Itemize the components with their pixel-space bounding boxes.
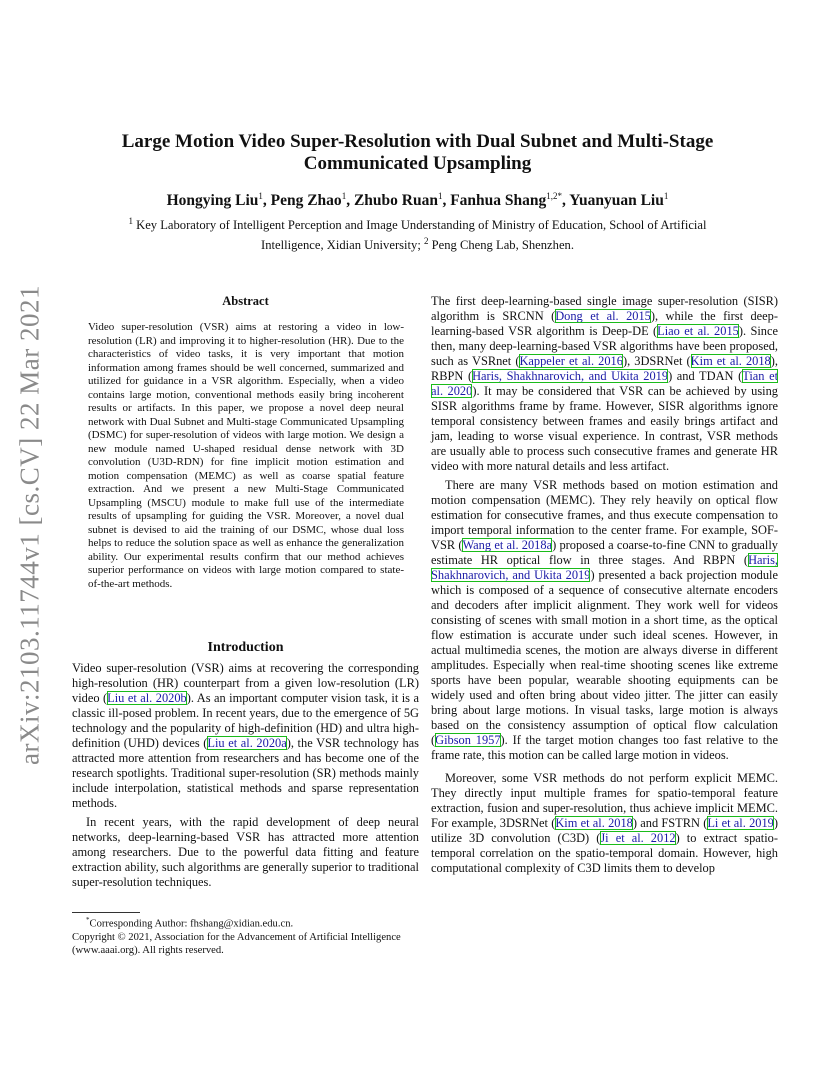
author-affil-mark: 1: [341, 191, 347, 201]
author-affil-mark: 1: [663, 191, 669, 201]
affil-text: Peng Cheng Lab, Shenzhen.: [428, 238, 574, 253]
citation-link[interactable]: Haris, Shakhnarovich, and Ukita 2019: [431, 553, 778, 582]
citation-link[interactable]: Haris, Shakhnarovich, and Ukita 2019: [472, 369, 669, 383]
author-affil-mark: 1: [437, 191, 443, 201]
affil-mark: 1: [128, 216, 133, 226]
author-list: Hongying Liu$^1$, Peng Zhao$^1$, Zhubo Ruan$^1$, Fanhua Shang$^{1,2*}$, Yuanyuan Liu$^1$: [166, 191, 669, 210]
text-run: ) presented a back projection module which is composed of a sequence of consecutive alternate encoders and decoders after implicit alignment. They work well for videos consisting of scenes with small motion in a short time, as the optical flow estimation is accurate under such ideal scenes. However, in actual multimedia scenes, the motion are always diverse in different amplitudes. Especially when real-time shooting scenes like extreme sports have been popular, wearable shooting equipments can be widely used and often bring about video jitter. The jitter can easily bring about large motions. In visual tasks, large motion is always based on the consistency assumption of optical flow calculation (: [431, 568, 778, 747]
citation-link[interactable]: Gibson 1957: [435, 733, 501, 747]
introduction-body: [72, 661, 419, 890]
text-run: ), 3DSRNet (: [622, 354, 691, 368]
text-run: There are many VSR methods based on motion estimation and motion compensation (MEMC). They rely heavily on optical flow estimation for consecutive frames, and thus execute compensation to import temporal information to the center frame. For example, SOF-VSR (: [431, 478, 778, 552]
text-run: Video super-resolution (VSR) aims at recovering the corresponding high-resolution (HR) counterpart from a given low-resolution (LR) video (: [72, 661, 419, 705]
text-run: ) proposed a coarse-to-fine CNN to gradually estimate HR optical flow in three stages. And RBPN (: [431, 538, 778, 567]
paper-title: Large Motion Video Super-Resolution with Dual Subnet and Multi-Stage Communicated Upsampling: [121, 131, 714, 174]
text-run: ) to extract spatio-temporal correlation on the spatio-temporal domain. However, high computational complexity of C3D limits them to develop: [431, 831, 778, 875]
author-name: Hongying Liu: [166, 192, 259, 210]
paragraph: [72, 661, 419, 811]
affiliations: [100, 213, 735, 253]
citation-link[interactable]: Kim et al. 2018: [555, 816, 633, 830]
text-run: Moreover, some VSR methods do not perform explicit MEMC. They directly input multiple frames for spatio-temporal feature extraction, fusion and super-resolution, thus achieve implicit MEMC. For example, 3DSRNet (: [431, 771, 778, 830]
author-affil-mark: 1,2*: [546, 191, 563, 201]
paragraph: [431, 294, 778, 474]
text-run: ). It may be considered that VSR can be achieved by using SISR algorithms frame by frame. However, SISR algorithms ignore temporal consistency between frames and easily brings artifact and jam, leading to worse visual experience. In contrast, VSR methods are usually able to process such consecutive frames and generate HR video with more natural details and less artifact.: [431, 384, 778, 473]
citation-link[interactable]: Wang et al. 2018a: [462, 538, 553, 552]
citation-link[interactable]: Liu et al. 2020a: [207, 736, 287, 750]
text-run: ). Since then, many deep-learning-based VSR algorithms have been proposed, such as VSRnet (: [431, 324, 778, 368]
footnote-rule: [72, 912, 140, 913]
right-column: [431, 294, 778, 876]
affil-mark: 2: [423, 236, 429, 247]
introduction-heading: Introduction: [207, 640, 284, 655]
author-name: Peng Zhao: [270, 192, 342, 210]
abstract-heading: Abstract: [222, 294, 269, 308]
abstract-text: Video super-resolution (VSR) aims at restoring a video in low-resolution (LR) and improving it to higher-resolution (HR). Due to the characteristics of video tasks, it is very important that motion information among frames should be well concerned, summarized and utilized for guidance in a VSR algorithm. Especially, when a video contains large motion, conventional methods easily bring incoherent results or artifacts. In this paper, we propose a novel deep neural network with Dual Subnet and Multi-stage Communicated Upsampling (DSMC) for super-resolution of videos with large motion. We design a new module named U-shaped residual dense network with 3D convolution (U3D-RDN) for fine implicit motion estimation and motion compensation (MEMC) as well as coarse spatial feature extraction. And we present a new Multi-Stage Communicated Upsampling (MSCU) module to make full use of the intermediate results of upsampling for guiding the VSR. Moreover, a novel dual subnet is devised to aid the training of our DSMC, whose dual loss helps to reduce the solution space as well as enhance the generalization ability. Our experimental results confirm that our method achieves superior performance on videos with large motion compared to state-of-the-art methods.: [88, 321, 404, 590]
corresponding-note: [72, 914, 419, 931]
arxiv-stamp: arXiv:2103.11744v1 [cs.CV] 22 Mar 2021: [14, 285, 45, 765]
citation-link[interactable]: Liu et al. 2020b: [107, 691, 187, 705]
author-affil-mark: 1: [258, 191, 263, 201]
citation-link[interactable]: Li et al. 2019: [707, 816, 774, 830]
paragraph: [431, 771, 778, 876]
footnote-text: Corresponding Author: fhshang@xidian.edu.cn.: [89, 918, 294, 930]
copyright-note: Copyright © 2021, Association for the Advancement of Artificial Intelligence (www.aaai.org). All rights reserved.: [72, 931, 401, 956]
text-run: ), while the first deep-learning-based VSR algorithm is Deep-DE (: [431, 309, 778, 338]
text-run: The first deep-learning-based single image super-resolution (SISR) algorithm is SRCNN (: [431, 294, 778, 323]
citation-link[interactable]: Ji et al. 2012: [600, 831, 676, 845]
author-name: Fanhua Shang: [450, 192, 547, 210]
citation-link[interactable]: Tian et al. 2020: [431, 369, 779, 398]
citation-link[interactable]: Dong et al. 2015: [555, 309, 651, 323]
text-run: ). As an important computer vision task, it is a classic ill-posed problem. In recent years, due to the emergence of 5G technology and the popularity of high-definition (HD) and ultra high-definition (UHD) devices (: [72, 691, 419, 750]
text-run: ) and TDAN (: [668, 369, 743, 383]
text-run: ) utilize 3D convolution (C3D) (: [431, 816, 779, 845]
citation-link[interactable]: Kim et al. 2018: [690, 354, 771, 368]
citation-link[interactable]: Liao et al. 2015: [657, 324, 739, 338]
text-run: ) and FSTRN (: [632, 816, 708, 830]
citation-link[interactable]: Kappeler et al. 2016: [519, 354, 623, 368]
paragraph: In recent years, with the rapid development of deep neural networks, deep-learning-based VSR has attracted more attention among researchers. Due to the powerful data fitting and feature extraction ability, such algorithms are generally superior to traditional super-resolution techniques.: [72, 815, 419, 889]
affil-text: Key Laboratory of Intelligent Perception and Image Understanding of Ministry of Education, School of Artificial Intelligence, Xidian University;: [132, 218, 707, 253]
text-run: ), the VSR technology has attracted more attention from researchers and has become one of the research spotlights. Traditional super-resolution (SR) methods mainly include interpolation, statistical methods and sparse representation methods.: [72, 736, 419, 810]
author-name: Zhubo Ruan: [353, 192, 438, 210]
footnote-mark: *: [86, 916, 90, 924]
text-run: ), RBPN (: [431, 354, 778, 383]
author-name: Yuanyuan Liu: [569, 192, 664, 210]
footnote: [72, 914, 419, 957]
paragraph: [431, 478, 778, 763]
text-run: ). If the target motion changes too fast relative to the frame rate, this motion can be called large motion in videos.: [431, 733, 778, 762]
